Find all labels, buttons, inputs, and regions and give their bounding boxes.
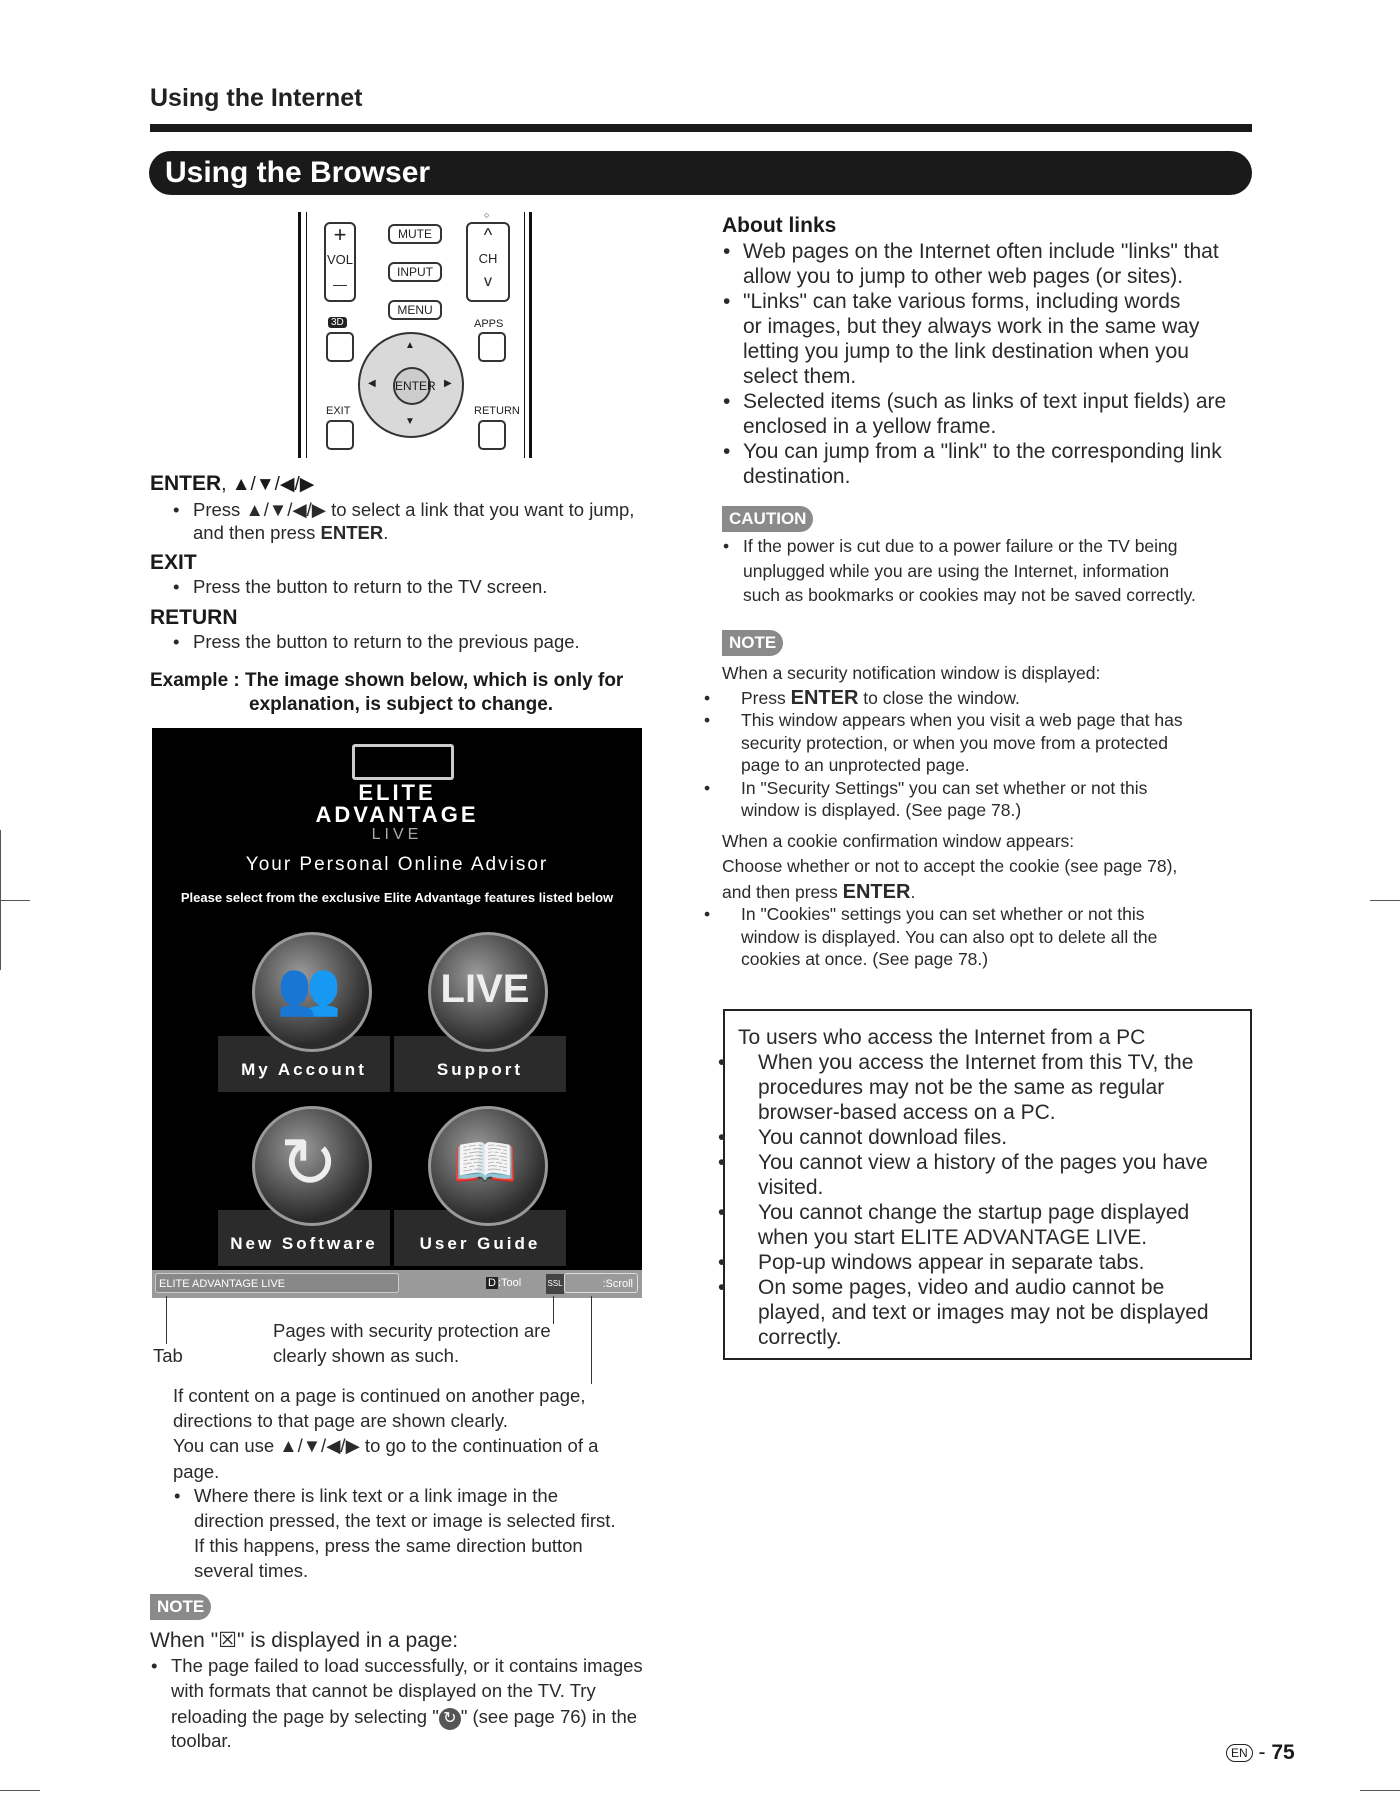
crop-mark [1370, 900, 1400, 901]
continued-line1: If content on a page is continued on another page, [173, 1385, 586, 1406]
security-callout-line2: clearly shown as such. [273, 1345, 460, 1366]
tile-support[interactable] [418, 932, 554, 1112]
note-bullet: This window appears when you visit a web page that has [741, 710, 1183, 730]
dpad-up-icon: ▲ [405, 340, 415, 351]
arrow-keys-icon: ▲/▼/◀/▶ [245, 499, 326, 520]
about-links-item: Selected items (such as links of text input fields) are [743, 390, 1227, 413]
pc-box-content [738, 1025, 1209, 1350]
guide-icon: 📖 [452, 1134, 518, 1192]
brand-live: LIVE [371, 826, 423, 843]
mute-button: MUTE [388, 224, 442, 244]
brand-advantage: ADVANTAGE [315, 802, 479, 827]
refresh-icon: ↻ [279, 1124, 339, 1202]
ch-up-icon: ^ [483, 225, 493, 245]
dpad [358, 332, 464, 438]
left-note-b1-l2: with formats that cannot be displayed on the TV. Try [171, 1680, 596, 1701]
left-note-b1-l1: The page failed to load successfully, or it contains images [171, 1655, 643, 1676]
note-line: window is displayed. (See page 78.) [741, 800, 1022, 820]
tv-logo-icon [352, 744, 454, 780]
caution-line: If the power is cut due to a power failure or the TV being [743, 536, 1178, 556]
continued-bullet-line4: several times. [194, 1560, 309, 1581]
tile-label: My Account [241, 1060, 367, 1079]
header-rule [150, 124, 1252, 132]
tile-user-guide[interactable] [418, 1106, 554, 1286]
arrow-keys-icon: ▲/▼/◀/▶ [279, 1435, 360, 1456]
remote-edge [298, 212, 301, 458]
tile-label: Support [436, 1060, 524, 1079]
note-intro: When a security notification window is displayed: [722, 663, 1101, 683]
3d-button [326, 332, 354, 362]
left-note-b1-l4: toolbar. [171, 1730, 232, 1751]
pc-box-item: You cannot download files. [758, 1126, 1008, 1149]
ch-rocker [466, 222, 510, 302]
menu-button: MENU [388, 300, 442, 320]
enter-heading: ENTER, ▲/▼/◀/▶ [150, 472, 315, 495]
screenshot-instruction: Please select from the exclusive Elite Advantage features listed below [180, 890, 614, 905]
vol-minus-icon: — [333, 276, 347, 292]
vol-plus-icon: + [333, 222, 347, 247]
section-title: Using the Browser [165, 156, 431, 189]
dpad-left-icon: ◀ [368, 378, 376, 389]
pc-box-item: You cannot change the startup page displayed [758, 1201, 1190, 1224]
caution-badge: CAUTION [722, 506, 813, 532]
pc-box-line: correctly. [758, 1326, 842, 1349]
remote-illustration [298, 212, 532, 458]
example-screenshot [152, 728, 642, 1298]
pc-box-line: visited. [758, 1176, 824, 1199]
tab-callout: Tab [153, 1345, 183, 1366]
left-note-b1-l3: reloading the page by selecting " ↻ " (see page 76) in the [171, 1705, 637, 1730]
ch-down-icon: v [484, 273, 492, 290]
note-bullet: In "Security Settings" you can set whether or not this [741, 777, 1148, 798]
exit-label: EXIT [326, 405, 351, 417]
apps-label: APPS [474, 318, 504, 330]
return-label: RETURN [474, 405, 520, 417]
remote-edge [306, 212, 307, 458]
continued-bullet-line3: If this happens, press the same direction button [194, 1535, 583, 1556]
about-links-item: You can jump from a "link" to the corresponding link [743, 440, 1222, 463]
brand-elite: ELITE [358, 780, 436, 805]
right-note-text [722, 662, 1183, 971]
continued-line3: You can use ▲/▼/◀/▶ to go to the continuation of a [173, 1435, 599, 1456]
security-callout-line1: Pages with security protection are [273, 1320, 551, 1341]
about-links-item: "Links" can take various forms, including words [743, 290, 1181, 313]
about-links-line: select them. [743, 365, 857, 388]
caution-line: such as bookmarks or cookies may not be saved correctly. [743, 585, 1196, 605]
note-badge: NOTE [150, 1594, 211, 1620]
note-line: window is displayed. You can also opt to delete all the [741, 926, 1158, 947]
pc-box-line: browser-based access on a PC. [758, 1101, 1056, 1124]
enter-button: ENTER [393, 367, 431, 405]
vol-rocker [324, 222, 356, 302]
section-bar [149, 151, 1252, 195]
about-links-line: or images, but they always work in the same way [743, 315, 1200, 338]
enter-bullet-line2: and then press ENTER. [193, 522, 389, 543]
scroll-hint: :Scroll [564, 1273, 638, 1293]
return-heading: RETURN [150, 606, 238, 629]
pc-box-line: procedures may not be the same as regular [758, 1076, 1165, 1099]
note-badge: NOTE [722, 630, 783, 656]
reload-icon: ↻ [439, 1708, 461, 1730]
exit-bullet: Press the button to return to the TV screen. [193, 576, 548, 597]
remote-edge [529, 212, 532, 458]
cookie-line3: and then press ENTER. [722, 880, 916, 903]
tile-label: User Guide [419, 1234, 541, 1253]
caution-line: unplugged while you are using the Internet, information [743, 560, 1170, 581]
caution-text [743, 535, 1196, 607]
cookie-line2: Choose whether or not to accept the cookie (see page 78), [722, 856, 1178, 876]
pc-box-line: when you start ELITE ADVANTAGE LIVE. [758, 1226, 1148, 1249]
crop-mark [0, 830, 1, 970]
browser-tab[interactable]: ELITE ADVANTAGE LIVE [155, 1273, 399, 1293]
return-bullet: Press the button to return to the previous page. [193, 631, 580, 652]
cookie-line1: When a cookie confirmation window appears: [722, 830, 1075, 851]
live-icon: LIVE [440, 967, 530, 1011]
remote-edge [524, 212, 525, 458]
pc-box-line: played, and text or images may not be displayed [758, 1301, 1209, 1324]
pc-box-item: On some pages, video and audio cannot be [758, 1276, 1165, 1299]
about-links-line: enclosed in a yellow frame. [743, 415, 997, 438]
note-line: cookies at once. (See page 78.) [741, 949, 989, 969]
tile-new-software[interactable] [230, 1106, 378, 1286]
about-links-item: Web pages on the Internet often include "links" that [743, 240, 1219, 263]
tile-my-account[interactable] [242, 932, 378, 1112]
about-links-line: letting you jump to the link destination when you [743, 340, 1189, 363]
pc-box-item: Pop-up windows appear in separate tabs. [758, 1251, 1145, 1274]
continued-line4: page. [173, 1461, 220, 1482]
about-links-heading: About links [722, 214, 837, 237]
about-links-line: allow you to jump to other web pages (or sites). [743, 265, 1184, 288]
ch-indicator-icon: ○ [484, 210, 490, 220]
vol-label: VOL [326, 252, 353, 267]
apps-button [478, 332, 506, 362]
arrow-keys-icon: , ▲/▼/◀/▶ [221, 474, 315, 495]
enter-bullet: Press ▲/▼/◀/▶ to select a link that you want to jump, [193, 499, 635, 520]
pc-users-box [723, 1009, 1252, 1360]
continued-line2: directions to that page are shown clearly. [173, 1410, 508, 1431]
ssl-lock-icon: SSL [546, 1274, 564, 1294]
ssl-callout-line [553, 1296, 554, 1324]
about-links-list [743, 239, 1226, 489]
page-footer [1226, 1741, 1295, 1765]
browser-toolbar [152, 1270, 642, 1298]
left-note-heading: When "☒" is displayed in a page: [150, 1629, 459, 1652]
note-bullet: In "Cookies" settings you can set whether or not this [741, 904, 1145, 924]
input-button: INPUT [388, 262, 442, 282]
example-line1: Example : The image shown below, which is only for [150, 670, 624, 691]
dpad-down-icon: ▼ [405, 416, 415, 427]
about-links-line: destination. [743, 465, 851, 488]
3d-label: 3D [328, 317, 347, 328]
note-line: security protection, or when you move from a protected [741, 732, 1169, 753]
example-line2: explanation, is subject to change. [249, 694, 554, 715]
continued-bullet-line1: Where there is link text or a link image in the [194, 1485, 558, 1506]
exit-heading: EXIT [150, 551, 197, 574]
crop-mark [0, 900, 30, 901]
crop-mark [0, 1790, 40, 1791]
tab-callout-line [166, 1296, 167, 1344]
screenshot-subtitle: Your Personal Online Advisor [245, 854, 549, 875]
tile-label: New Software [230, 1234, 378, 1253]
page-header-title: Using the Internet [150, 84, 363, 112]
d-key-icon: D [488, 1277, 496, 1289]
account-icon: 👥 [276, 960, 342, 1018]
page-number: 75 [1271, 1741, 1295, 1764]
exit-button [326, 420, 354, 450]
footer-dash: - [1258, 1741, 1266, 1764]
en-language-icon: EN [1226, 1744, 1253, 1762]
pc-box-item: When you access the Internet from this TV, the [758, 1051, 1194, 1074]
tool-hint: D :Tool [488, 1277, 522, 1289]
broken-image-icon: ☒ [218, 1629, 237, 1652]
pc-box-title: To users who access the Internet from a PC [738, 1026, 1146, 1049]
ch-label: CH [478, 251, 498, 266]
scroll-callout-line [591, 1296, 592, 1384]
return-button [478, 420, 506, 450]
crop-mark [1360, 1790, 1400, 1791]
continued-bullet-line2: direction pressed, the text or image is selected first. [194, 1510, 616, 1531]
note-bullet: Press ENTER to close the window. [741, 686, 1020, 709]
pc-box-item: You cannot view a history of the pages you have [758, 1151, 1208, 1174]
dpad-right-icon: ▶ [444, 378, 452, 389]
note-line: page to an unprotected page. [741, 755, 970, 775]
